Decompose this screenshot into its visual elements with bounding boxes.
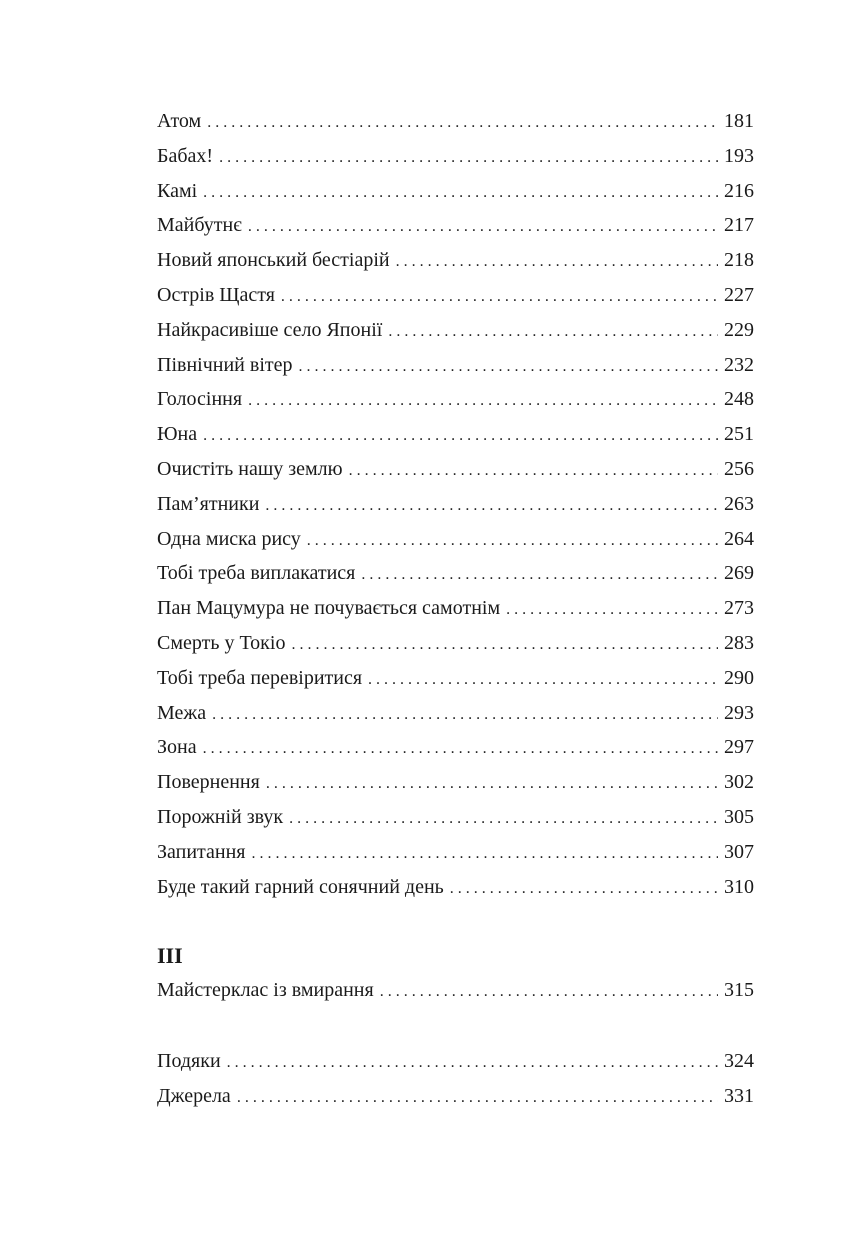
dot-leader (266, 767, 718, 802)
toc-entry[interactable] (157, 417, 754, 452)
toc-entry[interactable] (157, 208, 754, 243)
toc-entry[interactable] (157, 765, 754, 800)
toc-entry-title: Найкрасивіше село Японії (157, 318, 383, 341)
toc-entry-title: Джерела (157, 1084, 231, 1107)
toc-entry[interactable] (157, 104, 754, 139)
dot-leader (219, 141, 718, 176)
toc-entry-page-number: 264 (724, 527, 754, 550)
toc-entry-title: Острів Щастя (157, 283, 275, 306)
dot-leader (388, 315, 718, 350)
toc-entry-title: Бабах! (157, 144, 214, 167)
toc-entry-title: Межа (157, 701, 207, 724)
dot-leader (361, 558, 718, 593)
toc-entry-page-number: 181 (724, 110, 754, 132)
toc-entry[interactable] (157, 556, 754, 591)
dot-leader (227, 1046, 718, 1081)
toc-entry-title: Тобі треба виплакатися (157, 562, 356, 585)
toc-entry-page-number: 256 (724, 457, 754, 480)
dot-leader (248, 384, 718, 419)
toc-entry-page-number: 217 (724, 214, 754, 237)
spacer (157, 1008, 754, 1044)
toc-entry-page-number: 273 (724, 597, 754, 620)
toc-entry-title: Майстерклас із вмирання (157, 979, 374, 1002)
toc-entry-page-number: 305 (724, 805, 754, 828)
toc-entry[interactable] (157, 522, 754, 557)
toc-entry-title: Майбутнє (157, 214, 242, 237)
dot-leader (299, 350, 719, 385)
toc-entry-title: Тобі треба перевіритися (157, 666, 363, 689)
dot-leader (281, 280, 718, 315)
toc-entry-page-number: 310 (724, 875, 754, 898)
toc-entry-page-number: 248 (724, 388, 754, 411)
toc-entry-page-number: 315 (724, 979, 754, 1002)
toc-entry[interactable] (157, 661, 754, 696)
toc-part-3-list (157, 973, 754, 1008)
toc-entry-page-number: 229 (724, 318, 754, 341)
dot-leader (349, 454, 718, 489)
dot-leader (291, 628, 718, 663)
toc-entry-title: Новий японський бестіарій (157, 249, 390, 272)
dot-leader (252, 837, 718, 872)
toc-entry-title: Голосіння (157, 388, 243, 411)
toc-entry-title: Одна миска рису (157, 527, 301, 550)
toc-entry[interactable] (157, 870, 754, 905)
toc-entry-title: Смерть у Токіо (157, 631, 286, 654)
dot-leader (450, 872, 718, 907)
toc-entry-title: Очистіть нашу землю (157, 457, 343, 480)
toc-entry[interactable] (157, 452, 754, 487)
toc-entry-title: Повернення (157, 771, 260, 794)
dot-leader (265, 489, 718, 524)
toc-part-2-list (157, 104, 754, 904)
toc-back-matter-list (157, 1044, 754, 1114)
toc-entry-page-number: 324 (724, 1050, 754, 1073)
dot-leader (396, 245, 718, 280)
toc-entry[interactable] (157, 1044, 754, 1079)
dot-leader (506, 593, 718, 628)
dot-leader (248, 210, 718, 245)
dot-leader (380, 975, 718, 1010)
toc-entry-page-number: 297 (724, 736, 754, 759)
toc-entry-title: Камі (157, 179, 198, 202)
table-of-contents (157, 104, 754, 1114)
toc-entry[interactable] (157, 382, 754, 417)
toc-entry-page-number: 307 (724, 840, 754, 863)
toc-entry-page-number: 232 (724, 353, 754, 376)
dot-leader (368, 663, 718, 698)
toc-entry[interactable] (157, 139, 754, 174)
toc-entry-title: Буде такий гарний сонячний день (157, 875, 444, 898)
toc-entry[interactable] (157, 626, 754, 661)
toc-entry-title: Зона (157, 736, 197, 759)
toc-entry-title: Атом (157, 110, 202, 132)
toc-entry-title: Порожній звук (157, 805, 284, 828)
toc-entry-page-number: 193 (724, 144, 754, 167)
toc-entry-page-number: 227 (724, 283, 754, 306)
toc-entry[interactable] (157, 835, 754, 870)
toc-entry-title: Юна (157, 423, 198, 446)
toc-entry-page-number: 269 (724, 562, 754, 585)
toc-entry[interactable] (157, 243, 754, 278)
toc-entry-page-number: 283 (724, 631, 754, 654)
toc-entry-title: Подяки (157, 1050, 221, 1073)
toc-entry[interactable] (157, 973, 754, 1008)
section-heading: III (157, 943, 183, 969)
toc-entry-page-number: 216 (724, 179, 754, 202)
toc-entry[interactable] (157, 348, 754, 383)
toc-entry[interactable] (157, 730, 754, 765)
toc-entry-title: Північний вітер (157, 353, 293, 376)
dot-leader (212, 698, 718, 733)
toc-entry-page-number: 218 (724, 249, 754, 272)
dot-leader (203, 732, 718, 767)
toc-entry-page-number: 290 (724, 666, 754, 689)
toc-entry[interactable] (157, 696, 754, 731)
dot-leader (203, 419, 718, 454)
toc-entry[interactable] (157, 800, 754, 835)
dot-leader (307, 524, 718, 559)
toc-entry[interactable] (157, 174, 754, 209)
dot-leader (237, 1081, 718, 1116)
toc-entry-page-number: 302 (724, 771, 754, 794)
dot-leader (207, 106, 718, 141)
toc-entry[interactable] (157, 591, 754, 626)
dot-leader (203, 176, 718, 211)
toc-entry[interactable] (157, 313, 754, 348)
toc-entry[interactable] (157, 487, 754, 522)
toc-entry-page-number: 263 (724, 492, 754, 515)
toc-entry-page-number: 331 (724, 1084, 754, 1107)
toc-entry[interactable] (157, 1079, 754, 1114)
toc-entry-title: Пам’ятники (157, 492, 260, 515)
dot-leader (289, 802, 718, 837)
toc-entry-page-number: 251 (724, 423, 754, 446)
toc-entry-title: Пан Мацумура не почувається самотнім (157, 597, 501, 620)
toc-entry-title: Запитання (157, 840, 246, 863)
toc-entry[interactable] (157, 278, 754, 313)
toc-entry-page-number: 293 (724, 701, 754, 724)
